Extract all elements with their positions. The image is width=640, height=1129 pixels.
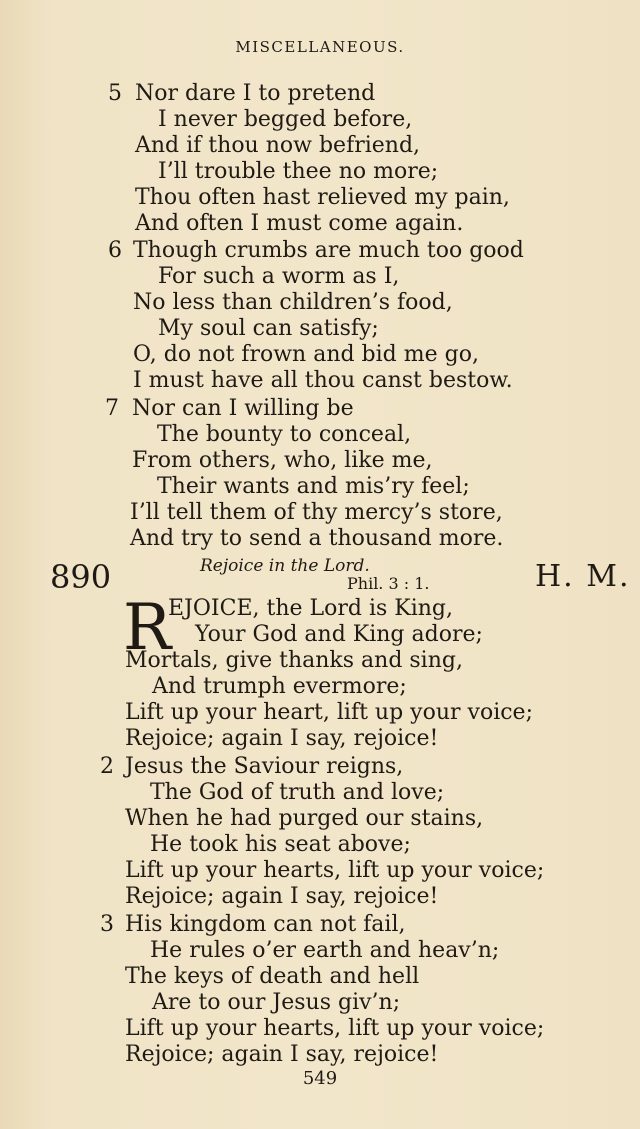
drop-cap: R bbox=[123, 591, 172, 665]
verse-line: Nor dare I to pretend bbox=[135, 81, 376, 106]
verse-line: O, do not frown and bid me go, bbox=[133, 342, 479, 367]
hymn-title: Rejoice in the Lord. bbox=[200, 556, 370, 576]
verse-line: My soul can satisfy; bbox=[158, 316, 379, 341]
verse-line: EJOICE, the Lord is King, bbox=[168, 596, 453, 621]
stanza-number: 6 bbox=[108, 238, 122, 263]
verse-line: For such a worm as I, bbox=[158, 264, 400, 289]
verse-line: Rejoice; again I say, rejoice! bbox=[125, 884, 439, 909]
verse-line: Lift up your hearts, lift up your voice; bbox=[125, 1016, 545, 1041]
verse-line: And try to send a thousand more. bbox=[130, 526, 504, 551]
verse-line: And if thou now befriend, bbox=[135, 133, 421, 158]
hymn-meter: H. M. bbox=[535, 559, 631, 594]
verse-line: Their wants and mis’ry feel; bbox=[157, 474, 470, 499]
stanza-number: 3 bbox=[100, 912, 114, 937]
verse-line: Jesus the Saviour reigns, bbox=[125, 754, 404, 779]
verse-line: The God of truth and love; bbox=[150, 780, 445, 805]
verse-line: I never begged before, bbox=[158, 107, 413, 132]
stanza-number: 7 bbox=[105, 396, 119, 421]
verse-line: Your God and King adore; bbox=[195, 622, 483, 647]
running-header: MISCELLANEOUS. bbox=[235, 38, 405, 56]
scripture-reference: Phil. 3 : 1. bbox=[347, 574, 430, 593]
verse-line: He took his seat above; bbox=[150, 832, 411, 857]
verse-line: From others, who, like me, bbox=[132, 448, 433, 473]
verse-line: Rejoice; again I say, rejoice! bbox=[125, 726, 439, 751]
verse-line: The bounty to conceal, bbox=[157, 422, 412, 447]
verse-line: When he had purged our stains, bbox=[125, 806, 484, 831]
verse-line: His kingdom can not fail, bbox=[125, 912, 406, 937]
verse-line: He rules o’er earth and heav’n; bbox=[150, 938, 500, 963]
verse-line: Lift up your heart, lift up your voice; bbox=[125, 700, 533, 725]
verse-line: The keys of death and hell bbox=[125, 964, 420, 989]
verse-line: I must have all thou canst bestow. bbox=[133, 368, 513, 393]
hymn-number: 890 bbox=[50, 558, 112, 596]
verse-line: I’ll trouble thee no more; bbox=[158, 159, 439, 184]
stanza-number: 5 bbox=[108, 81, 122, 106]
verse-line: Are to our Jesus giv’n; bbox=[152, 990, 401, 1015]
verse-line: I’ll tell them of thy mercy’s store, bbox=[130, 500, 503, 525]
verse-line: Rejoice; again I say, rejoice! bbox=[125, 1042, 439, 1067]
page-number: 549 bbox=[302, 1068, 338, 1089]
verse-line: No less than children’s food, bbox=[133, 290, 453, 315]
stanza-number: 2 bbox=[100, 754, 114, 779]
verse-line: Lift up your hearts, lift up your voice; bbox=[125, 858, 545, 883]
verse-line: Nor can I willing be bbox=[132, 396, 354, 421]
verse-line: And trumph evermore; bbox=[152, 674, 407, 699]
verse-line: Mortals, give thanks and sing, bbox=[125, 648, 463, 673]
verse-line: Though crumbs are much too good bbox=[133, 238, 524, 263]
verse-line: Thou often hast relieved my pain, bbox=[135, 185, 510, 210]
verse-line: And often I must come again. bbox=[135, 211, 464, 236]
